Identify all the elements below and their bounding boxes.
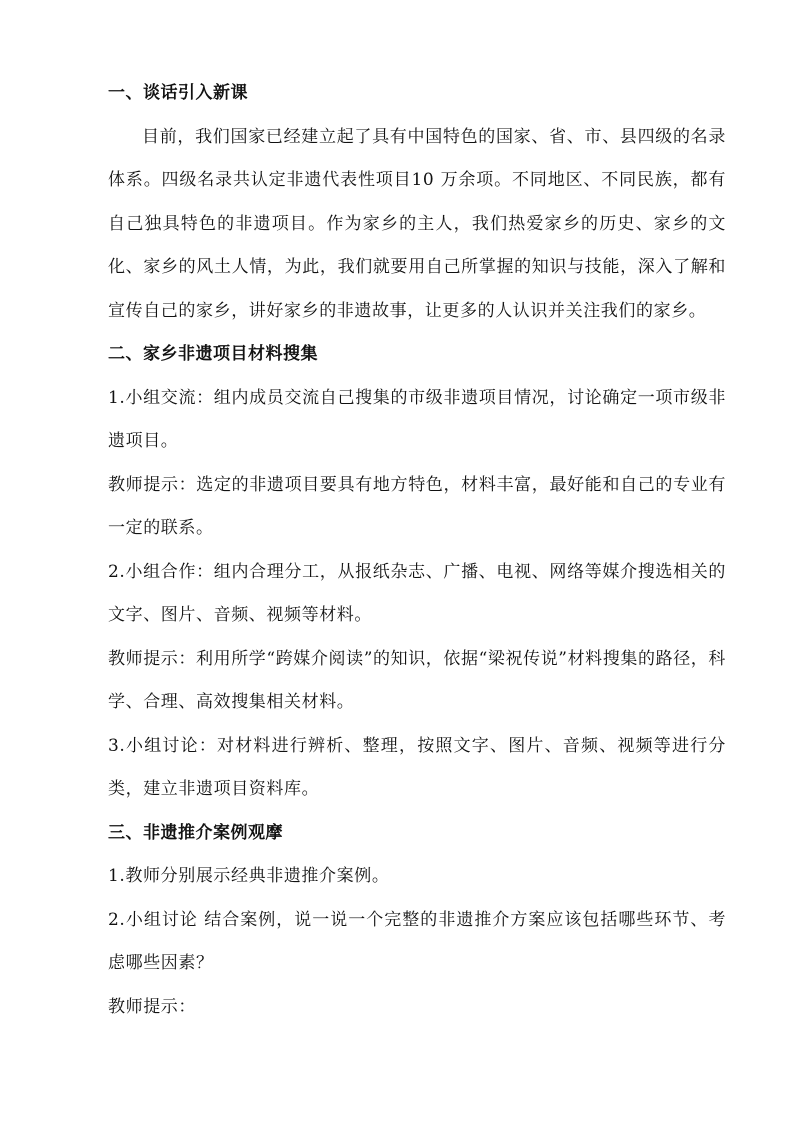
section-heading-3: 三、非遗推介案例观摩 xyxy=(108,822,283,843)
document-body xyxy=(108,72,726,1029)
section-heading-1: 一、谈话引入新课 xyxy=(108,83,248,103)
section-1-paragraph: 目前，我们国家已经建立起了具有中国特色的国家、省、市、县四级的名录体系。四级名录共认定非遗代表性项目10 万余项。不同地区、不同民族，都有自己独具特色的非遗项目。作为家乡的主人，我们热爱家乡的历史、家乡的文化、家乡的风土人情，为此，我们就要用自己所掌握的知识与技能，深入了解和宣传自己的家乡，讲好家乡的非遗故事，让更多的人认识并关注我们的家乡。 xyxy=(108,126,726,321)
section-3-teacher-tip: 教师提示： xyxy=(108,996,196,1017)
section-2-item-2: 2.小组合作：组内合理分工，从报纸杂志、广播、电视、网络等媒介搜选相关的文字、图片、音频、视频等材料。 xyxy=(108,561,726,625)
section-3-item-2: 2.小组讨论 结合案例，说一说一个完整的非遗推介方案应该包括哪些环节、考虑哪些因素？ xyxy=(108,909,726,973)
section-2-teacher-tip-2: 教师提示：利用所学“跨媒介阅读”的知识，依据“梁祝传说”材料搜集的路径，科学、合理、高效搜集相关材料。 xyxy=(108,648,726,712)
section-2-item-3: 3.小组讨论：对材料进行辨析、整理，按照文字、图片、音频、视频等进行分类，建立非遗项目资料库。 xyxy=(108,735,726,799)
section-2-item-1: 1.小组交流：组内成员交流自己搜集的市级非遗项目情况，讨论确定一项市级非遗项目。 xyxy=(108,387,726,451)
section-heading-2: 二、家乡非遗项目材料搜集 xyxy=(108,344,318,364)
section-3-item-1: 1.教师分别展示经典非遗推介案例。 xyxy=(108,866,390,886)
section-2-teacher-tip-1: 教师提示：选定的非遗项目要具有地方特色，材料丰富，最好能和自己的专业有一定的联系。 xyxy=(108,474,726,538)
